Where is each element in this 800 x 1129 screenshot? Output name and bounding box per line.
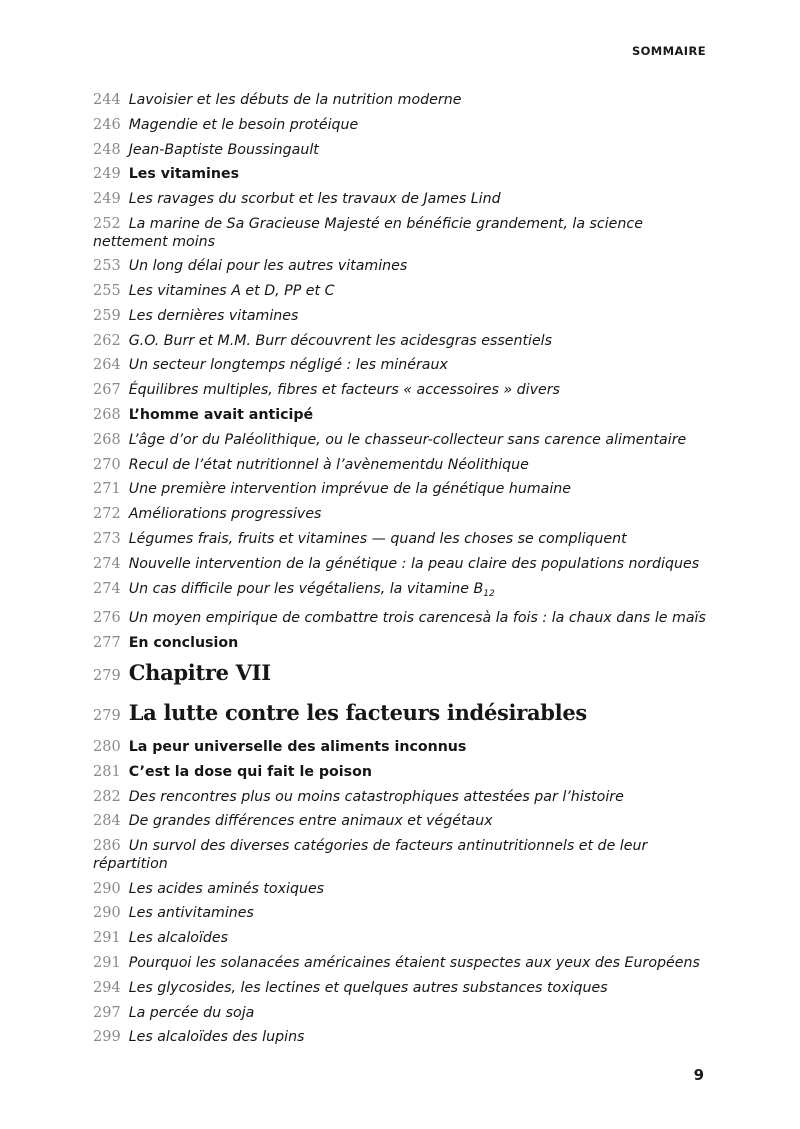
toc-page-number: 276 xyxy=(93,610,121,627)
toc-entry xyxy=(93,307,707,325)
toc-title: Recul de l’état nutritionnel à l’avènementdu Néolithique xyxy=(128,456,529,473)
toc-page-number: 284 xyxy=(93,813,121,830)
toc-page-number: 282 xyxy=(93,788,121,805)
toc-title: De grandes différences entre animaux et végétaux xyxy=(128,813,493,830)
toc-title: Un secteur longtemps négligé : les minéraux xyxy=(128,357,448,374)
toc-entry xyxy=(93,141,707,159)
toc-title: L’homme avait anticipé xyxy=(128,407,314,424)
toc-title: Lavoisier et les débuts de la nutrition moderne xyxy=(128,92,462,108)
toc-title: Les antivitamines xyxy=(128,905,254,922)
toc-page-number: 268 xyxy=(93,407,121,424)
toc-entry xyxy=(93,954,707,972)
toc-entry xyxy=(93,580,707,603)
toc-title: En conclusion xyxy=(128,635,239,652)
toc-title: Les acides aminés toxiques xyxy=(128,880,325,897)
toc-entry xyxy=(93,356,707,374)
toc-entry xyxy=(93,190,707,208)
toc-title: Pourquoi les solanacées américaines étaient suspectes aux yeux des Européens xyxy=(128,954,700,971)
toc-page-number: 249 xyxy=(93,191,121,208)
toc-entry xyxy=(93,505,707,523)
toc-title: Un cas difficile pour les végétaliens, la vitamine B xyxy=(128,580,484,597)
toc-page-number: 264 xyxy=(93,357,121,374)
toc-page-number: 267 xyxy=(93,382,121,399)
toc-title: Les glycosides, les lectines et quelques autres substances toxiques xyxy=(128,979,608,996)
chapter-title: La lutte contre les facteurs indésirables xyxy=(128,700,587,726)
toc-page-number: 290 xyxy=(93,880,121,897)
toc-page-number: 248 xyxy=(93,141,121,158)
toc-section-entry xyxy=(93,634,707,652)
toc-entry xyxy=(93,431,707,449)
toc-page-number: 255 xyxy=(93,283,121,300)
toc-entry xyxy=(93,282,707,300)
toc-entry xyxy=(93,837,707,873)
toc-title: Les alcaloïdes des lupins xyxy=(128,1029,305,1046)
toc-page-number: 286 xyxy=(93,838,121,855)
toc-title: La percée du soja xyxy=(128,1004,255,1021)
toc-page-number: 291 xyxy=(93,954,121,971)
toc-section-entry xyxy=(93,738,707,756)
toc-entry xyxy=(93,456,707,474)
toc-entry xyxy=(93,215,707,251)
toc-page-number: 244 xyxy=(93,92,121,108)
toc-title: Des rencontres plus ou moins catastrophiques attestées par l’histoire xyxy=(128,788,624,805)
toc-title: Un moyen empirique de combattre trois carencesà la fois : la chaux dans le maïs xyxy=(128,610,706,627)
page-number: 9 xyxy=(693,1066,704,1084)
toc-title: Un long délai pour les autres vitamines xyxy=(128,258,408,275)
toc-title: C’est la dose qui fait le poison xyxy=(128,763,372,780)
toc-page-number: 246 xyxy=(93,116,121,133)
toc-page-number: 280 xyxy=(93,739,121,756)
toc-entry xyxy=(93,979,707,997)
toc-page-number: 253 xyxy=(93,258,121,275)
toc-title: Magendie et le besoin protéique xyxy=(128,116,359,133)
toc-entry xyxy=(93,116,707,134)
toc-title: Jean-Baptiste Boussingault xyxy=(128,141,319,158)
toc-entry xyxy=(93,788,707,806)
toc-page-number: 281 xyxy=(93,763,121,780)
toc-page-number: 294 xyxy=(93,979,121,996)
toc-title: G.O. Burr et M.M. Burr découvrent les acidesgras essentiels xyxy=(128,332,553,349)
toc-section-entry xyxy=(93,406,707,424)
toc-title: Les ravages du scorbut et les travaux de James Lind xyxy=(128,191,501,208)
toc-page-number: 252 xyxy=(93,215,121,232)
toc-title: La peur universelle des aliments inconnus xyxy=(128,739,467,756)
table-of-contents xyxy=(93,91,707,1053)
chapter-label: Chapitre VII xyxy=(128,660,271,686)
toc-title: Équilibres multiples, fibres et facteurs « accessoires » divers xyxy=(128,382,560,399)
toc-page-number: 262 xyxy=(93,332,121,349)
toc-title: Les vitamines A et D, PP et C xyxy=(128,283,335,300)
toc-entry xyxy=(93,91,707,109)
toc-entry xyxy=(93,332,707,350)
running-header: SOMMAIRE xyxy=(631,44,706,58)
toc-page-number: 290 xyxy=(93,905,121,922)
toc-page-number: 274 xyxy=(93,580,121,597)
toc-title: Les dernières vitamines xyxy=(128,307,299,324)
toc-page-number: 249 xyxy=(93,166,121,183)
toc-subscript: 12 xyxy=(483,588,495,599)
toc-entry xyxy=(93,880,707,898)
toc-entry xyxy=(93,1004,707,1022)
toc-page-number: 271 xyxy=(93,481,121,498)
toc-entry xyxy=(93,555,707,573)
toc-entry xyxy=(93,480,707,498)
toc-entry xyxy=(93,257,707,275)
toc-title: Améliorations progressives xyxy=(128,506,322,523)
toc-page-number: 277 xyxy=(93,635,121,652)
toc-entry xyxy=(93,904,707,922)
toc-entry xyxy=(93,929,707,947)
toc-title: La marine de Sa Gracieuse Majesté en bénéficie grandement, la science nettement moins xyxy=(93,215,643,250)
toc-page-number: 279 xyxy=(93,708,121,725)
toc-page-number: 268 xyxy=(93,431,121,448)
toc-title: Nouvelle intervention de la génétique : la peau claire des populations nordiques xyxy=(128,555,700,572)
toc-section-entry xyxy=(93,165,707,183)
toc-title: Un survol des diverses catégories de facteurs antinutritionnels et de leur répartition xyxy=(93,838,648,873)
toc-title: Légumes frais, fruits et vitamines — quand les choses se compliquent xyxy=(128,531,627,548)
toc-entry xyxy=(93,1028,707,1046)
toc-page-number: 279 xyxy=(93,668,121,685)
toc-section-entry xyxy=(93,763,707,781)
toc-title: Une première intervention imprévue de la génétique humaine xyxy=(128,481,571,498)
toc-entry xyxy=(93,530,707,548)
toc-page-number: 297 xyxy=(93,1004,121,1021)
toc-page-number: 274 xyxy=(93,555,121,572)
toc-page-number: 273 xyxy=(93,531,121,548)
toc-title: Les vitamines xyxy=(128,166,240,183)
toc-page-number: 299 xyxy=(93,1029,121,1046)
toc-entry xyxy=(93,609,707,627)
toc-page-number: 270 xyxy=(93,456,121,473)
toc-entry xyxy=(93,812,707,830)
toc-chapter-number xyxy=(93,659,707,690)
toc-page-number: 291 xyxy=(93,930,121,947)
toc-title: L’âge d’or du Paléolithique, ou le chasseur-collecteur sans carence alimentaire xyxy=(128,431,687,448)
toc-page-number: 272 xyxy=(93,506,121,523)
toc-chapter-title xyxy=(93,699,707,730)
toc-title: Les alcaloïdes xyxy=(128,930,229,947)
toc-page-number: 259 xyxy=(93,307,121,324)
toc-entry xyxy=(93,381,707,399)
